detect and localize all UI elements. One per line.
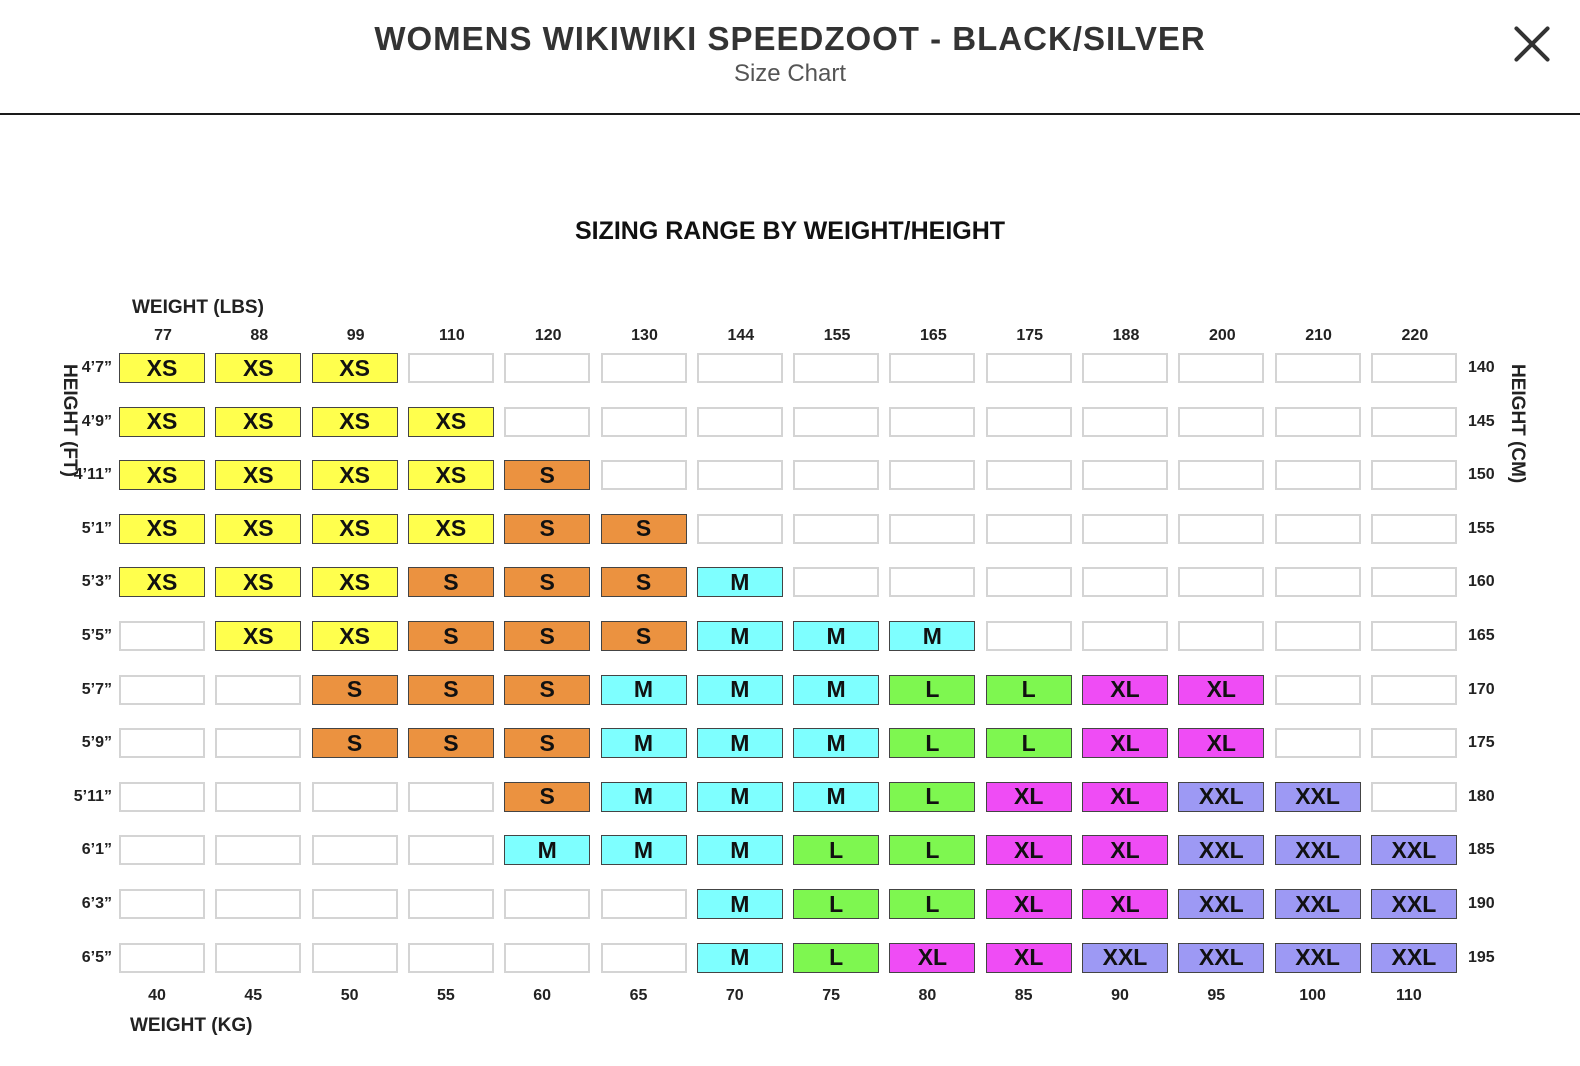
modal-subtitle: Size Chart [733, 60, 847, 87]
height-cm-tick: 150 [1468, 466, 1495, 484]
size-cell [1275, 407, 1361, 437]
size-cell: XS [119, 567, 205, 597]
size-cell [1275, 514, 1361, 544]
weight-kg-tick: 80 [918, 987, 937, 1004]
size-cell [1082, 621, 1168, 651]
size-cell [1082, 514, 1168, 544]
size-cell: M [601, 728, 687, 758]
size-cell: XS [312, 621, 398, 651]
height-ft-tick: 6’1” [81, 841, 112, 859]
size-cell: L [986, 675, 1072, 705]
size-cell: L [986, 728, 1072, 758]
modal-header [0, 0, 1580, 115]
height-ft-tick: 5’5” [81, 627, 112, 644]
weight-kg-tick: 95 [1207, 987, 1226, 1004]
size-cell [312, 835, 398, 865]
size-cell: XS [312, 567, 398, 597]
size-cell [1371, 621, 1457, 651]
size-cell [986, 514, 1072, 544]
weight-lbs-tick: 175 [1016, 327, 1044, 344]
size-cell [408, 782, 494, 812]
size-cell: M [697, 567, 783, 597]
size-cell: XL [1082, 675, 1168, 705]
size-cell: M [601, 675, 687, 705]
height-cm-tick: 165 [1468, 627, 1495, 644]
size-cell: XS [119, 353, 205, 383]
size-cell [119, 782, 205, 812]
size-cell: L [793, 889, 879, 919]
size-cell: XXL [1371, 943, 1457, 973]
size-cell [986, 407, 1072, 437]
size-cell: XXL [1275, 889, 1361, 919]
size-cell [215, 889, 301, 919]
size-cell: S [601, 621, 687, 651]
weight-lbs-tick: 110 [438, 327, 465, 344]
y-axis-label-ft: HEIGHT (FT) [59, 364, 80, 477]
size-cell: XXL [1275, 835, 1361, 865]
size-cell: XL [1178, 728, 1264, 758]
weight-lbs-tick: 155 [823, 327, 851, 344]
size-cell [408, 835, 494, 865]
y-axis-label-cm: HEIGHT (CM) [1507, 364, 1528, 484]
size-cell [1371, 728, 1457, 758]
size-cell: S [408, 621, 494, 651]
size-cell: S [408, 567, 494, 597]
size-cell [1178, 567, 1264, 597]
size-cell: M [697, 889, 783, 919]
size-cell: L [793, 835, 879, 865]
size-cell: S [408, 728, 494, 758]
weight-lbs-tick: 88 [250, 327, 269, 344]
size-cell: XXL [1178, 782, 1264, 812]
size-cell: XL [986, 782, 1072, 812]
height-ft-tick: 4’9” [81, 412, 112, 430]
size-cell [215, 728, 301, 758]
size-cell [408, 889, 494, 919]
size-cell: XS [215, 514, 301, 544]
weight-kg-tick: 85 [1014, 987, 1033, 1004]
size-cell: S [504, 567, 590, 597]
size-cell: M [697, 675, 783, 705]
size-cell [1178, 353, 1264, 383]
size-cell: XL [1082, 889, 1168, 919]
size-cell: XS [215, 460, 301, 490]
size-cell [1371, 567, 1457, 597]
size-cell: S [408, 675, 494, 705]
size-cell [1082, 460, 1168, 490]
size-cell: L [889, 835, 975, 865]
size-cell: XXL [1371, 835, 1457, 865]
size-cell [312, 782, 398, 812]
size-cell: XS [408, 514, 494, 544]
size-cell: S [312, 728, 398, 758]
size-cell: S [601, 514, 687, 544]
product-title: WOMENS WIKIWIKI SPEEDZOOT - BLACK/SILVER [374, 20, 1206, 57]
weight-lbs-tick: 144 [727, 327, 755, 344]
weight-kg-tick: 90 [1111, 987, 1129, 1004]
height-cm-tick: 160 [1468, 573, 1495, 591]
height-ft-tick: 4’11” [73, 466, 112, 484]
size-cell [1082, 407, 1168, 437]
size-cell: XL [1082, 782, 1168, 812]
size-cell [119, 943, 205, 973]
size-cell [1275, 728, 1361, 758]
x-axis-label-kg: WEIGHT (KG) [130, 1015, 253, 1036]
size-cell [697, 353, 783, 383]
height-ft-tick: 5’7” [81, 680, 112, 698]
size-cell [1082, 567, 1168, 597]
size-cell [504, 353, 590, 383]
size-cell: L [889, 889, 975, 919]
weight-lbs-tick: 220 [1401, 327, 1429, 344]
weight-lbs-tick: 165 [920, 327, 947, 344]
size-cell: XS [408, 460, 494, 490]
height-ft-tick: 6’5” [81, 948, 112, 966]
size-cell: L [889, 675, 975, 705]
size-cell [1371, 460, 1457, 490]
size-cell: XL [1082, 728, 1168, 758]
size-cell: XL [889, 943, 975, 973]
height-ft-tick: 4’7” [81, 359, 112, 376]
x-axis-label-lbs: WEIGHT (LBS) [132, 297, 264, 318]
weight-kg-tick: 100 [1299, 987, 1326, 1004]
size-cell [1082, 353, 1168, 383]
size-cell: S [504, 675, 590, 705]
size-cell [986, 353, 1072, 383]
size-cell: XS [312, 514, 398, 544]
size-cell [408, 943, 494, 973]
size-cell: L [889, 782, 975, 812]
weight-lbs-tick: 120 [534, 327, 562, 344]
size-cell: S [601, 567, 687, 597]
size-cell: S [504, 460, 590, 490]
height-cm-tick: 190 [1468, 895, 1495, 912]
size-cell [504, 889, 590, 919]
size-cell [504, 407, 590, 437]
size-cell [119, 889, 205, 919]
height-cm-tick: 140 [1468, 359, 1495, 376]
size-cell: XS [119, 407, 205, 437]
size-cell [119, 728, 205, 758]
size-cell: M [697, 728, 783, 758]
size-cell [1275, 675, 1361, 705]
size-cell [697, 407, 783, 437]
size-cell [119, 675, 205, 705]
weight-lbs-tick: 77 [154, 327, 172, 344]
weight-lbs-tick: 200 [1208, 327, 1236, 344]
size-cell [1178, 514, 1264, 544]
size-cell: XXL [1178, 835, 1264, 865]
size-cell [601, 943, 687, 973]
size-cell: XL [986, 943, 1072, 973]
size-cell [986, 460, 1072, 490]
size-cell [1275, 353, 1361, 383]
size-cell [889, 567, 975, 597]
weight-kg-tick: 45 [244, 987, 263, 1004]
size-cell [1371, 782, 1457, 812]
size-cell: L [889, 728, 975, 758]
size-cell: M [793, 782, 879, 812]
size-cell [889, 460, 975, 490]
size-cell [408, 353, 494, 383]
size-cell: XL [986, 889, 1072, 919]
close-icon[interactable] [1510, 22, 1554, 66]
size-cell: M [697, 835, 783, 865]
size-cell [601, 460, 687, 490]
size-cell: XS [215, 567, 301, 597]
size-cell: M [793, 728, 879, 758]
size-cell [215, 835, 301, 865]
weight-lbs-tick: 210 [1305, 327, 1332, 344]
height-ft-tick: 5’1” [81, 519, 112, 537]
size-cell [793, 353, 879, 383]
weight-lbs-tick: 99 [346, 327, 365, 344]
size-cell: XS [408, 407, 494, 437]
weight-kg-tick: 75 [822, 987, 840, 1004]
size-cell: XXL [1371, 889, 1457, 919]
size-cell: L [793, 943, 879, 973]
size-cell: M [697, 782, 783, 812]
size-cell: XS [312, 407, 398, 437]
size-cell: M [601, 782, 687, 812]
size-cell: XS [215, 407, 301, 437]
size-cell [601, 407, 687, 437]
size-cell: M [793, 675, 879, 705]
size-cell [215, 782, 301, 812]
size-cell: XS [312, 460, 398, 490]
size-cell: XS [215, 353, 301, 383]
size-cell: M [601, 835, 687, 865]
size-cell [1371, 514, 1457, 544]
size-cell [1371, 407, 1457, 437]
size-cell: XS [312, 353, 398, 383]
weight-kg-tick: 65 [629, 987, 648, 1004]
height-cm-tick: 195 [1468, 948, 1495, 966]
size-cell: M [793, 621, 879, 651]
size-cell: S [504, 782, 590, 812]
size-cell [889, 353, 975, 383]
size-cell [1178, 621, 1264, 651]
size-cell: XL [986, 835, 1072, 865]
size-cell [889, 514, 975, 544]
size-cell [697, 460, 783, 490]
weight-kg-tick: 110 [1395, 987, 1422, 1004]
size-cell [793, 460, 879, 490]
height-ft-tick: 5’3” [81, 573, 112, 591]
weight-kg-tick: 50 [340, 987, 359, 1004]
size-cell: M [889, 621, 975, 651]
size-cell [312, 889, 398, 919]
size-cell: S [504, 621, 590, 651]
size-cell: XL [1178, 675, 1264, 705]
height-cm-tick: 170 [1468, 680, 1495, 698]
size-cell: S [312, 675, 398, 705]
size-cell: XXL [1178, 943, 1264, 973]
size-cell [312, 943, 398, 973]
size-cell [1178, 460, 1264, 490]
size-cell [601, 353, 687, 383]
weight-kg-tick: 70 [725, 987, 744, 1004]
size-cell [1371, 675, 1457, 705]
size-cell [986, 567, 1072, 597]
size-cell: XS [119, 460, 205, 490]
height-cm-tick: 155 [1468, 519, 1495, 537]
size-cell: XXL [1275, 782, 1361, 812]
size-cell [793, 407, 879, 437]
height-ft-tick: 5’11” [73, 787, 112, 805]
size-cell [697, 514, 783, 544]
size-cell [119, 835, 205, 865]
height-cm-tick: 145 [1468, 412, 1495, 430]
size-cell: XXL [1275, 943, 1361, 973]
size-cell: XXL [1082, 943, 1168, 973]
size-cell [889, 407, 975, 437]
size-cell: XXL [1178, 889, 1264, 919]
size-cell [215, 675, 301, 705]
weight-lbs-tick: 130 [631, 327, 658, 344]
size-cell: M [697, 943, 783, 973]
height-ft-tick: 6’3” [81, 895, 112, 912]
size-cell [986, 621, 1072, 651]
size-cell [601, 889, 687, 919]
size-cell [504, 943, 590, 973]
size-cell [119, 621, 205, 651]
size-cell [793, 514, 879, 544]
size-cell: XS [215, 621, 301, 651]
size-cell [1275, 567, 1361, 597]
weight-kg-tick: 55 [436, 987, 455, 1004]
height-cm-tick: 175 [1468, 734, 1495, 752]
size-cell [1275, 621, 1361, 651]
size-cell [1275, 460, 1361, 490]
size-cell: XS [119, 514, 205, 544]
size-cell [793, 567, 879, 597]
size-cell: S [504, 514, 590, 544]
size-cell [1178, 407, 1264, 437]
size-cell: XL [1082, 835, 1168, 865]
weight-kg-tick: 40 [148, 987, 166, 1004]
weight-kg-tick: 60 [533, 987, 552, 1004]
height-cm-tick: 185 [1468, 841, 1495, 859]
size-cell [215, 943, 301, 973]
chart-title: SIZING RANGE BY WEIGHT/HEIGHT [574, 217, 1006, 245]
weight-lbs-tick: 188 [1112, 327, 1140, 344]
height-ft-tick: 5’9” [81, 734, 112, 752]
size-cell: M [504, 835, 590, 865]
size-cell [1371, 353, 1457, 383]
size-cell: S [504, 728, 590, 758]
size-cell: M [697, 621, 783, 651]
height-cm-tick: 180 [1468, 787, 1495, 805]
